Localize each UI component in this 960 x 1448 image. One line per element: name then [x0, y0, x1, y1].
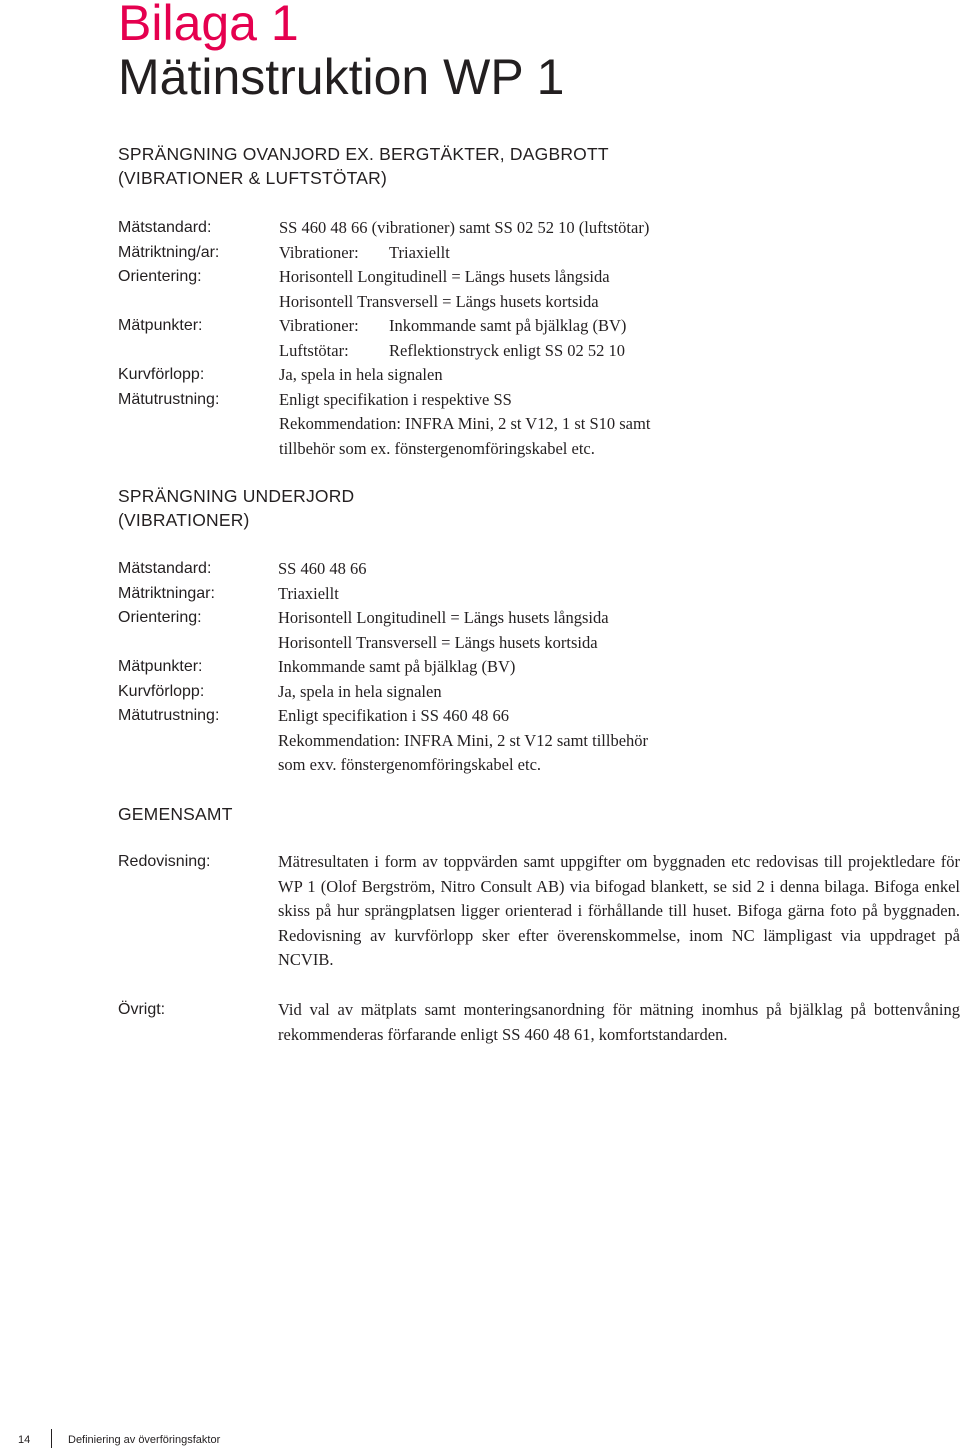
- spec-value: Vibrationer:: [279, 316, 359, 335]
- title-line-2: Mätinstruktion WP 1: [118, 49, 565, 105]
- spec-value: Horisontell Transversell = Längs husets kortsida: [279, 291, 599, 311]
- section-heading-underjord: [118, 484, 354, 532]
- redovisning-label: Redovisning:: [118, 853, 211, 870]
- page-footer: [0, 1420, 960, 1448]
- footer-divider: [51, 1429, 52, 1448]
- spec-value: Rekommendation: INFRA Mini, 2 st V12 samt tillbehör: [278, 730, 649, 750]
- spec-value: Enligt specifikation i SS 460 48 66: [278, 706, 509, 725]
- spec-value: som exv. fönstergenomföringskabel etc.: [278, 755, 542, 774]
- spec-label: Kurvförlopp:: [118, 366, 205, 383]
- spec-label: Mätpunkter:: [118, 317, 203, 334]
- section-heading-line: GEMENSAMT: [118, 804, 233, 824]
- spec-value: tillbehör som ex. fönstergenomföringskabel etc.: [279, 438, 595, 458]
- spec-value: SS 460 48 66 (vibrationer) samt SS 02 52 10 (luftstötar): [279, 218, 650, 237]
- section-heading-line: (VIBRATIONER): [118, 510, 250, 530]
- spec-label: Orientering:: [118, 609, 202, 626]
- spec-value: Rekommendation: INFRA Mini, 2 st V12, 1 st S10 samt: [279, 414, 651, 433]
- spec-value-secondary: Reflektionstryck enligt SS 02 52 10: [389, 340, 626, 360]
- spec-value: SS 460 48 66: [278, 559, 367, 578]
- section-heading-gemensamt: [118, 802, 233, 826]
- spec-value: Enligt specifikation i respektive SS: [279, 389, 512, 409]
- spec-label: Mätutrustning:: [118, 390, 220, 408]
- spec-label: Mätriktningar:: [118, 584, 215, 602]
- spec-value: Horisontell Transversell = Längs husets kortsida: [278, 632, 598, 652]
- spec-value: Horisontell Longitudinell = Längs husets långsida: [278, 608, 609, 627]
- spec-value: Ja, spela in hela signalen: [279, 365, 443, 384]
- section-heading-ovanjord: [118, 142, 609, 190]
- title-line-1: Bilaga 1: [118, 0, 299, 51]
- spec-label: Mätstandard:: [118, 560, 212, 577]
- spec-value: Inkommande samt på bjälklag (BV): [278, 657, 516, 676]
- spec-label: Kurvförlopp:: [118, 682, 205, 700]
- spec-value: Vibrationer:: [279, 242, 359, 262]
- footer-text: Definiering av överföringsfaktor: [68, 1434, 221, 1446]
- spec-label: Mätstandard:: [118, 219, 212, 236]
- spec-value: Luftstötar:: [279, 340, 349, 360]
- spec-value-secondary: Triaxiellt: [389, 242, 450, 262]
- redovisning-text: Mätresultaten i form av toppvärden samt uppgifter om byggnaden etc redovisas till projektledare för WP 1 (Olof Bergström, Nitro Consult AB) via bifogad blankett, se sid 2 i denna bilaga. Bifoga enkel skiss på hur sprängplatsen ligger orienterad i förhållande till huset. Bifoga gärna foto på byggnaden. Redovisning av kurvförlopp sker efter överenskommelse, inom NC lämpligast via uppdraget på NCVIB.: [278, 852, 960, 969]
- spec-label: Mätpunkter:: [118, 658, 203, 675]
- spec-value: Ja, spela in hela signalen: [278, 681, 442, 701]
- section-heading-line: (VIBRATIONER & LUFTSTÖTAR): [118, 168, 388, 188]
- spec-label: Mätutrustning:: [118, 707, 220, 724]
- section-heading-line: SPRÄNGNING OVANJORD EX. BERGTÄKTER, DAGBROTT: [118, 144, 609, 164]
- spec-label: Mätriktning/ar:: [118, 243, 220, 261]
- spec-value: Horisontell Longitudinell = Längs husets långsida: [279, 267, 610, 286]
- ovrigt-text: Vid val av mätplats samt monteringsanordning för mätning inomhus på bjälklag på bottenvåning rekommenderas förfarande enligt SS 460 48 61, komfortstandarden.: [278, 1000, 960, 1044]
- spec-value-secondary: Inkommande samt på bjälklag (BV): [389, 316, 627, 335]
- spec-label: Orientering:: [118, 268, 202, 285]
- section-heading-line: SPRÄNGNING UNDERJORD: [118, 486, 355, 506]
- page-number: 14: [18, 1434, 31, 1446]
- ovrigt-label: Övrigt:: [118, 1001, 166, 1018]
- spec-value: Triaxiellt: [278, 583, 339, 603]
